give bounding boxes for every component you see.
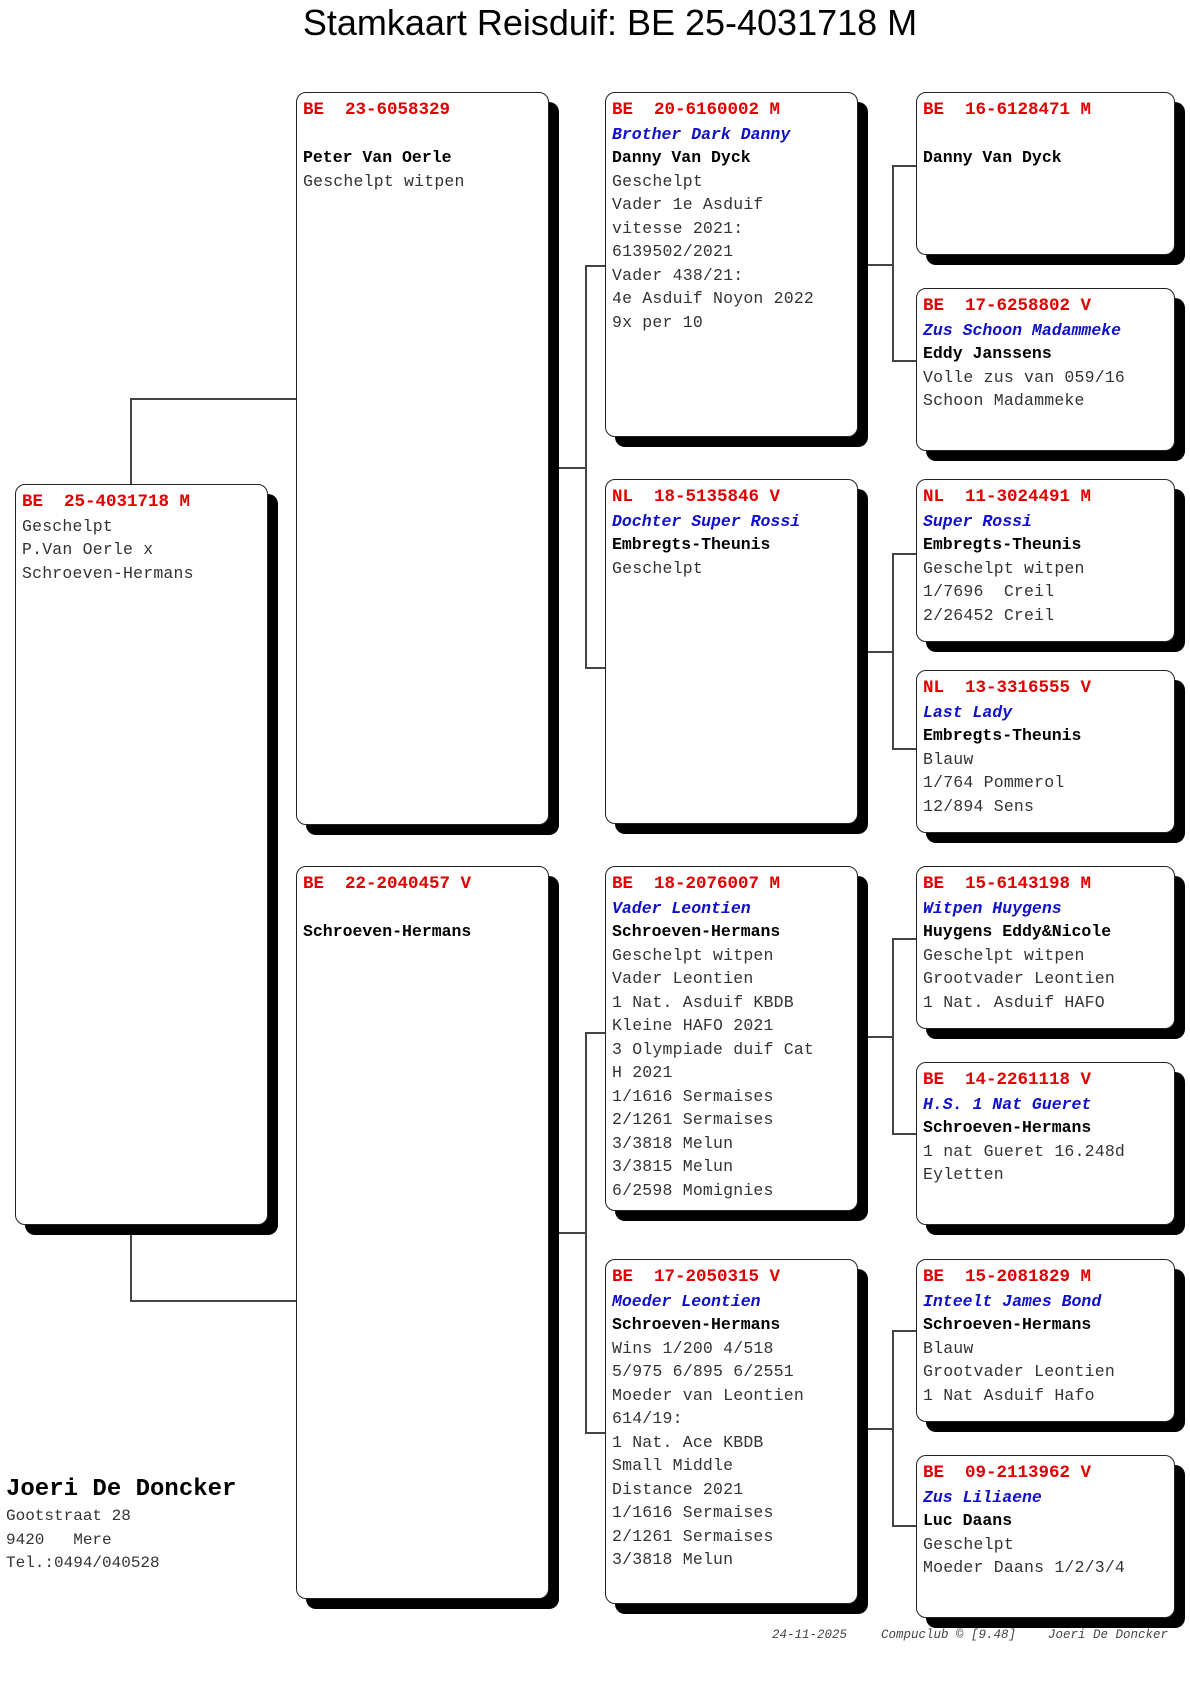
info-line: Moeder Daans 1/2/3/4: [923, 1558, 1126, 1577]
info-line: Small Middle: [612, 1456, 734, 1475]
info-line: 1/1616 Sermaises: [612, 1503, 774, 1522]
connector-line: [866, 651, 892, 653]
info-line: 2/1261 Sermaises: [612, 1526, 774, 1546]
info-line: 1 Nat. Asduif HAFO: [923, 992, 1105, 1012]
info-line: 5/975 6/895 6/2551: [612, 1362, 794, 1381]
info-line: 3/3818 Melun: [612, 1133, 734, 1153]
info-line: Schoon Madammeke: [923, 391, 1085, 410]
connector-line: [892, 748, 916, 750]
info-line: Schroeven-Hermans: [22, 563, 194, 583]
pigeon-card-mff[interactable]: [916, 866, 1175, 1029]
info-line: Geschelpt: [923, 1534, 1014, 1554]
info-line: 6139502/2021: [612, 242, 734, 261]
pigeon-card-mmf[interactable]: [916, 1259, 1175, 1422]
info-line: 3/3818 Melun: [612, 1550, 734, 1569]
connector-line: [585, 265, 605, 267]
connector-line: [585, 265, 587, 668]
owner-name: Eddy Janssens: [923, 344, 1052, 363]
ring-number: BE 15-6143198 M: [923, 874, 1092, 894]
ring-number: BE 20-6160002 M: [612, 100, 781, 120]
pigeon-name: Super Rossi: [923, 511, 1032, 531]
ring-number: BE 15-2081829 M: [923, 1267, 1092, 1287]
info-line: Moeder van Leontien: [612, 1385, 804, 1405]
info-line: Geschelpt witpen: [923, 558, 1085, 578]
owner-name: Huygens Eddy&Nicole: [923, 922, 1112, 941]
footer-software: Compuclub © [9.48]: [881, 1628, 1017, 1642]
info-line: 614/19:: [612, 1409, 683, 1428]
pigeon-card-mfm[interactable]: [916, 1062, 1175, 1225]
footer-owner: Joeri De Doncker: [1048, 1628, 1169, 1642]
info-line: Geschelpt witpen: [923, 945, 1085, 965]
owner-name: Embregts-Theunis: [923, 726, 1082, 745]
pigeon-name: Inteelt James Bond: [923, 1291, 1102, 1311]
connector-line: [892, 553, 916, 555]
ring-number: BE 16-6128471 M: [923, 100, 1092, 120]
info-line: Grootvader Leontien: [923, 969, 1115, 988]
connector-line: [892, 938, 894, 1134]
connector-line: [557, 1232, 585, 1234]
ring-number: NL 13-3316555 V: [923, 678, 1092, 698]
pigeon-card-ffm[interactable]: [916, 288, 1175, 451]
connector-line: [585, 1032, 587, 1433]
pigeon-card-father[interactable]: [296, 92, 549, 825]
ring-number: BE 09-2113962 V: [923, 1463, 1092, 1483]
connector-line: [892, 1525, 916, 1527]
connector-line: [130, 398, 296, 400]
pigeon-card-mother[interactable]: [296, 866, 549, 1599]
pigeon-name: Witpen Huygens: [923, 898, 1062, 918]
info-line: Vader Leontien: [612, 969, 754, 988]
ring-number: BE 18-2076007 M: [612, 874, 781, 894]
info-line: 3/3815 Melun: [612, 1157, 734, 1176]
info-line: Grootvader Leontien: [923, 1362, 1115, 1381]
pigeon-card-mmm[interactable]: [916, 1455, 1175, 1618]
ring-number: BE 17-2050315 V: [612, 1267, 781, 1287]
pigeon-name: Zus Schoon Madammeke: [923, 320, 1122, 340]
connector-line: [892, 553, 894, 749]
pigeon-card-fff[interactable]: [916, 92, 1175, 255]
info-line: Vader 438/21:: [612, 265, 744, 285]
owner-name: Schroeven-Hermans: [923, 1315, 1092, 1334]
breeder-name: Joeri De Doncker: [6, 1476, 237, 1503]
owner-name: Peter Van Oerle: [303, 148, 452, 167]
info-line: 1 Nat Asduif Hafo: [923, 1385, 1095, 1405]
owner-name: Schroeven-Hermans: [303, 922, 472, 941]
info-line: Geschelpt: [612, 558, 703, 578]
info-line: Geschelpt: [612, 171, 703, 191]
info-line: 2/26452 Creil: [923, 605, 1055, 625]
pigeon-name: H.S. 1 Nat Gueret: [923, 1094, 1092, 1114]
info-line: H 2021: [612, 1063, 673, 1082]
pigeon-card-fm[interactable]: [605, 479, 858, 824]
connector-line: [892, 1330, 894, 1526]
info-line: Distance 2021: [612, 1479, 744, 1499]
info-line: Geschelpt witpen: [612, 945, 774, 965]
connector-line: [892, 1133, 916, 1135]
info-line: Eyletten: [923, 1165, 1004, 1184]
info-line: Kleine HAFO 2021: [612, 1016, 774, 1035]
connector-line: [892, 1330, 916, 1332]
info-line: Geschelpt witpen: [303, 171, 465, 191]
owner-name: Embregts-Theunis: [923, 535, 1082, 554]
ring-number: BE 23-6058329: [303, 100, 451, 120]
info-line: Blauw: [923, 749, 974, 769]
info-line: 3 Olympiade duif Cat: [612, 1039, 815, 1059]
info-line: 1/7696 Creil: [923, 582, 1055, 601]
info-line: P.Van Oerle x: [22, 540, 154, 559]
info-line: 4e Asduif Noyon 2022: [612, 289, 815, 308]
connector-line: [866, 1036, 892, 1038]
info-line: 1 Nat. Ace KBDB: [612, 1432, 764, 1452]
connector-line: [866, 264, 892, 266]
connector-line: [892, 165, 916, 167]
connector-line: [130, 1225, 132, 1300]
footer-date: 24-11-2025: [772, 1628, 848, 1642]
owner-name: Danny Van Dyck: [923, 148, 1062, 167]
owner-name: Schroeven-Hermans: [923, 1118, 1092, 1137]
owner-name: Schroeven-Hermans: [612, 1315, 781, 1334]
connector-line: [585, 667, 605, 669]
info-line: 2/1261 Sermaises: [612, 1110, 774, 1129]
pigeon-card-mf[interactable]: [605, 866, 858, 1211]
pigeon-name: Brother Dark Danny: [612, 124, 791, 144]
page-title: Stamkaart Reisduif: BE 25-4031718 M: [302, 2, 918, 43]
ring-number: BE 22-2040457 V: [303, 874, 472, 894]
connector-line: [585, 1032, 605, 1034]
connector-line: [557, 467, 585, 469]
info-line: Volle zus van 059/16: [923, 367, 1126, 387]
pigeon-name: Last Lady: [923, 702, 1013, 722]
info-line: Vader 1e Asduif: [612, 195, 764, 214]
info-line: 12/894 Sens: [923, 796, 1035, 816]
pigeon-card-ff[interactable]: [605, 92, 858, 437]
connector-line: [130, 398, 132, 484]
ring-number: BE 14-2261118 V: [923, 1070, 1092, 1090]
breeder-phone: Tel.:0494/040528: [6, 1554, 160, 1572]
breeder-street: Gootstraat 28: [6, 1507, 131, 1525]
owner-name: Embregts-Theunis: [612, 535, 771, 554]
pigeon-name: Zus Liliaene: [923, 1487, 1042, 1507]
breeder-city: 9420 Mere: [6, 1530, 112, 1549]
pigeon-card-mm[interactable]: [605, 1259, 858, 1604]
owner-name: Schroeven-Hermans: [612, 922, 781, 941]
info-line: 1 Nat. Asduif KBDB: [612, 992, 794, 1012]
pigeon-card-subject[interactable]: [15, 484, 268, 1225]
connector-line: [866, 1428, 892, 1430]
pigeon-card-fmm[interactable]: [916, 670, 1175, 833]
connector-line: [130, 1300, 296, 1302]
connector-line: [892, 360, 916, 362]
breeder-info: [6, 1475, 236, 1576]
owner-name: Danny Van Dyck: [612, 148, 751, 167]
info-line: 1/764 Pommerol: [923, 773, 1065, 792]
connector-line: [892, 165, 894, 361]
info-line: Blauw: [923, 1338, 974, 1358]
info-line: 9x per 10: [612, 312, 703, 332]
owner-name: Luc Daans: [923, 1511, 1013, 1530]
info-line: Wins 1/200 4/518: [612, 1338, 774, 1358]
info-line: vitesse 2021:: [612, 218, 744, 238]
ring-number: NL 11-3024491 M: [923, 487, 1092, 507]
pigeon-name: Moeder Leontien: [612, 1291, 761, 1311]
info-line: 6/2598 Momignies: [612, 1180, 774, 1200]
info-line: 1 nat Gueret 16.248d: [923, 1141, 1126, 1161]
ring-number: NL 18-5135846 V: [612, 487, 781, 507]
pigeon-name: Vader Leontien: [612, 898, 751, 918]
ring-number: BE 17-6258802 V: [923, 296, 1092, 316]
connector-line: [892, 938, 916, 940]
connector-line: [585, 1432, 605, 1434]
info-line: Geschelpt: [22, 516, 113, 536]
ring-number: BE 25-4031718 M: [22, 492, 191, 512]
pigeon-card-fmf[interactable]: [916, 479, 1175, 642]
pigeon-name: Dochter Super Rossi: [612, 511, 801, 531]
info-line: 1/1616 Sermaises: [612, 1086, 774, 1106]
